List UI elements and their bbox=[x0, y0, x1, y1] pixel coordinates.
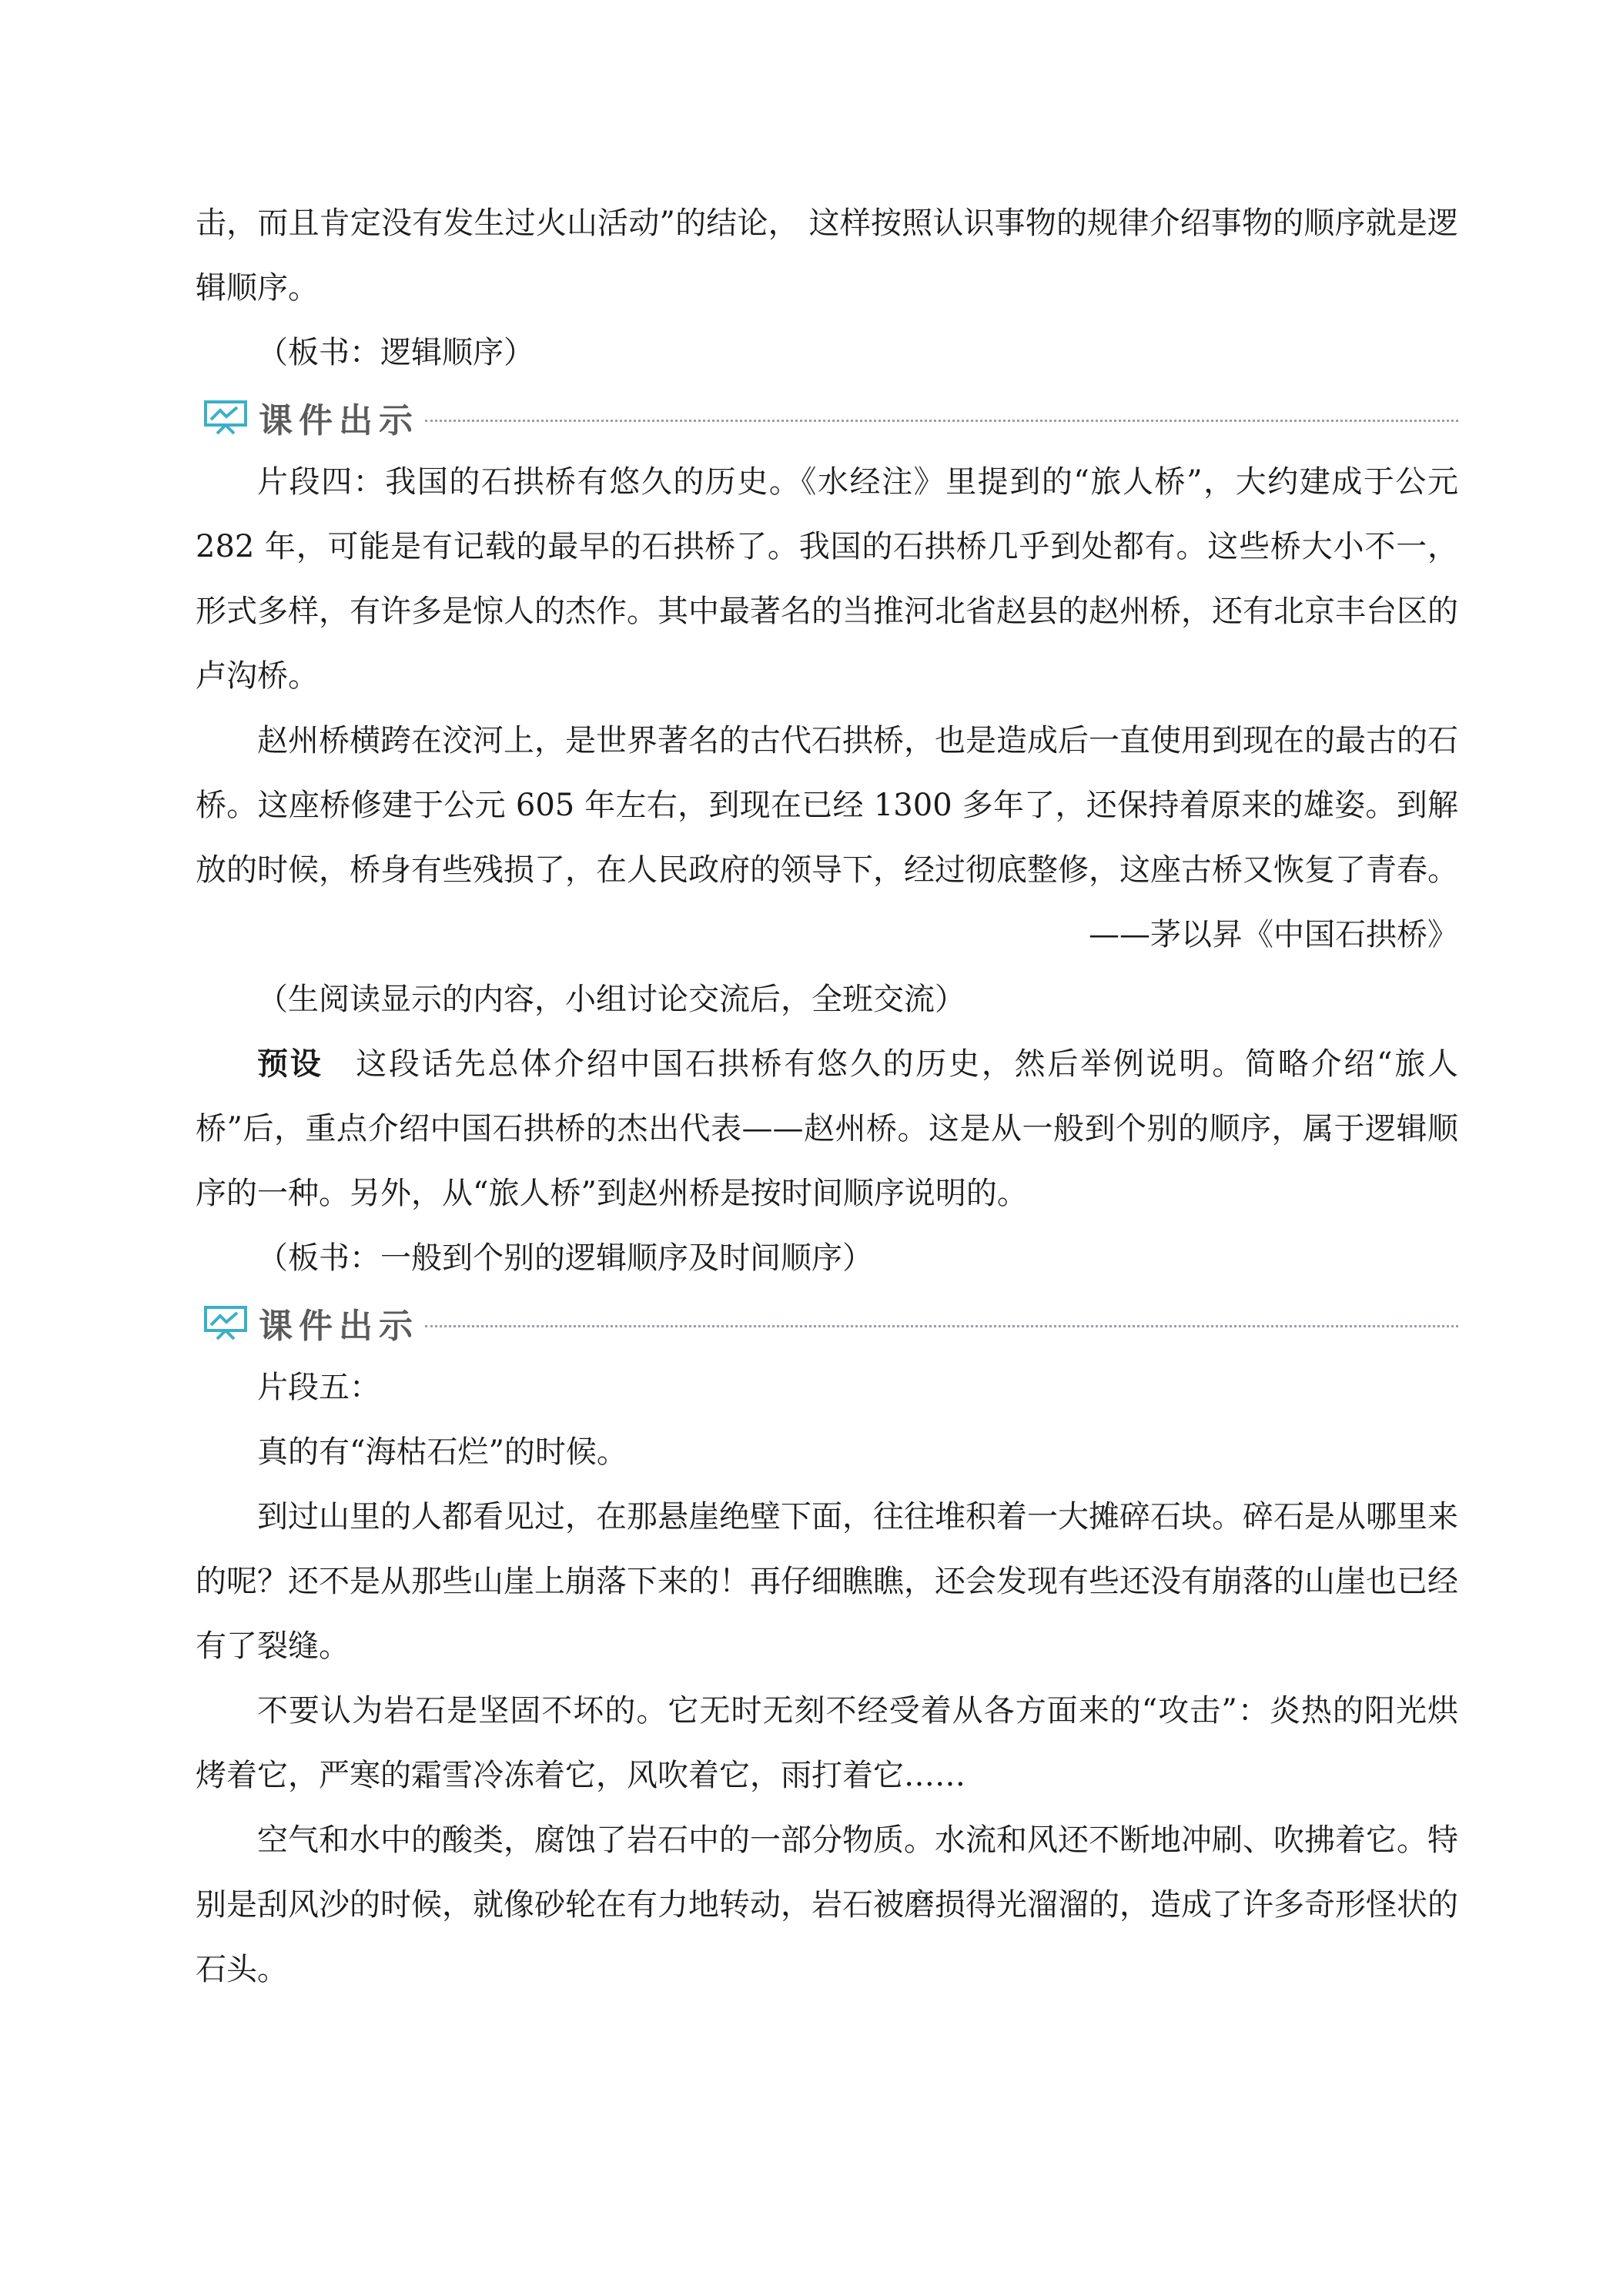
fragment-5-paragraph-3: 不要认为岩石是坚固不坏的。它无时无刻不经受着从各方面来的“攻击”：炎热的阳光烘烤着它，严寒的霜雪冷冻着它，风吹着它，雨打着它…… bbox=[196, 1693, 1458, 1793]
section-header-courseware-2 bbox=[203, 1290, 1458, 1355]
paragraph-logical-order: 击，而且肯定没有发生过火山活动”的结论， 这样按照认识事物的规律介绍事物的顺序就是逻辑顺序。 bbox=[196, 206, 1458, 306]
fragment-5-paragraph-2: 到过山里的人都看见过，在那悬崖绝壁下面，往往堆积着一大摊碎石块。碎石是从哪里来的呢？还不是从那些山崖上崩落下来的！再仔细瞧瞧，还会发现有些还没有崩落的山崖也已经有了裂缝。 bbox=[196, 1499, 1458, 1664]
fragment-4-paragraph-2: 赵州桥横跨在洨河上，是世界著名的古代石拱桥，也是造成后一直使用到现在的最古的石桥。这座桥修建于公元 605 年左右，到现在已经 1300 多年了，还保持着原来的雄姿。到解放的时候，桥身有些残损了，在人民政府的领导下，经过彻底整修，这座古桥又恢复了青春。 bbox=[196, 723, 1458, 888]
fragment-5-paragraph-4: 空气和水中的酸类，腐蚀了岩石中的一部分物质。水流和风还不断地冲刷、吹拂着它。特别是刮风沙的时候，就像砂轮在有力地转动，岩石被磨损得光溜溜的，造成了许多奇形怪状的石头。 bbox=[196, 1822, 1458, 1987]
preset-label: 预设 bbox=[257, 1046, 323, 1082]
preset-answer bbox=[196, 1032, 1458, 1226]
presentation-board-icon bbox=[203, 1305, 248, 1340]
document-page bbox=[196, 191, 1458, 2002]
blackboard-note-1: （板书：逻辑顺序） bbox=[257, 335, 534, 370]
dotted-divider bbox=[425, 420, 1458, 422]
fragment-4-source: ——茅以昇《中国石拱桥》 bbox=[1089, 917, 1458, 952]
preset-text: 这段话先总体介绍中国石拱桥有悠久的历史，然后举例说明。简略介绍“旅人桥”后，重点介绍中国石拱桥的杰出代表——赵州桥。这是从一般到个别的顺序，属于逻辑顺序的一种。另外，从“旅人桥”到赵州桥是按时间顺序说明的。 bbox=[196, 1046, 1458, 1211]
fragment-4-paragraph-1: 片段四：我国的石拱桥有悠久的历史。《水经注》里提到的“旅人桥”，大约建成于公元282 年，可能是有记载的最早的石拱桥了。我国的石拱桥几乎到处都有。这些桥大小不一，形式多样，有许多是惊人的杰作。其中最著名的当推河北省赵县的赵州桥，还有北京丰台区的卢沟桥。 bbox=[196, 464, 1458, 694]
fragment-5-paragraph-1: 真的有“海枯石烂”的时候。 bbox=[257, 1434, 627, 1470]
fragment-5-title: 片段五： bbox=[257, 1370, 380, 1405]
section-header-label: 课件出示 bbox=[259, 401, 419, 440]
fragment-4-activity-note: （生阅读显示的内容，小组讨论交流后，全班交流） bbox=[257, 982, 965, 1017]
section-header-courseware-1 bbox=[203, 385, 1458, 450]
presentation-board-icon bbox=[203, 400, 248, 435]
dotted-divider bbox=[425, 1325, 1458, 1327]
blackboard-note-2: （板书：一般到个别的逻辑顺序及时间顺序） bbox=[257, 1240, 873, 1276]
section-header-label: 课件出示 bbox=[259, 1307, 419, 1346]
